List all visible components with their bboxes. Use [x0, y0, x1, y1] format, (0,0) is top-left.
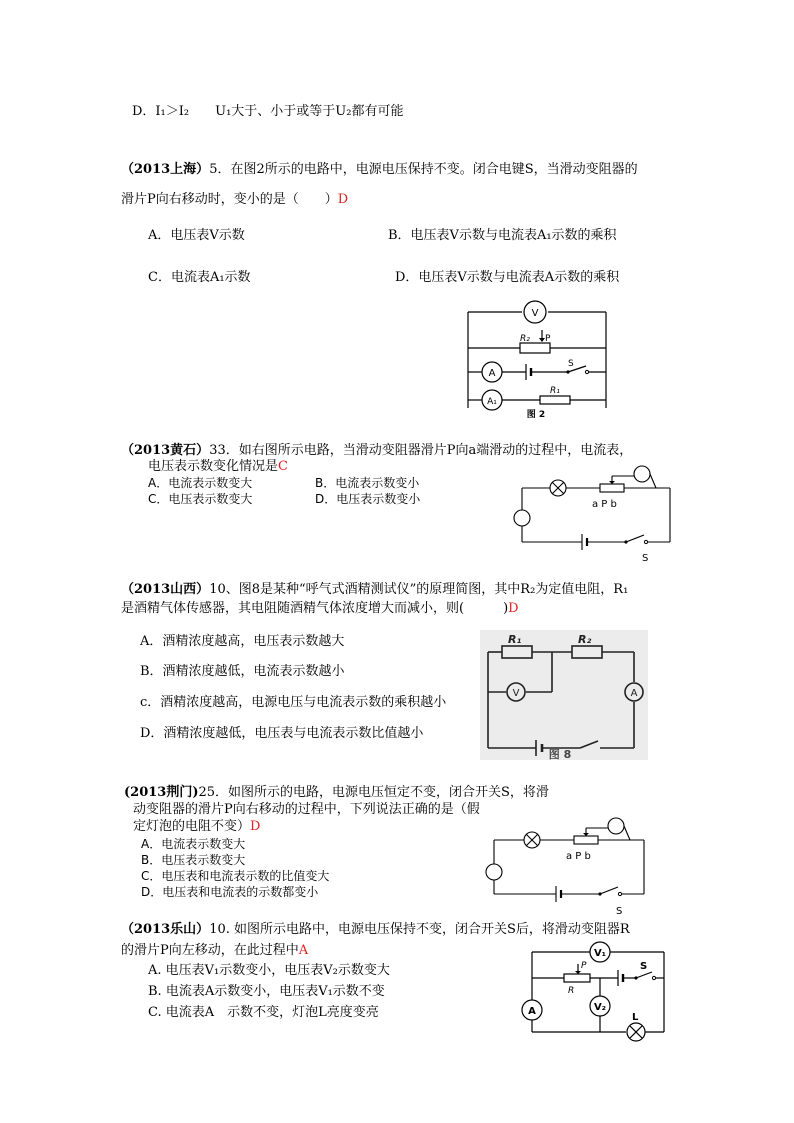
q2-stem1: 33．如右图所示电路，当滑动变阻器滑片P向a端滑动的过程中，电流表，: [209, 443, 633, 458]
q5-fig-switch-label: S: [640, 961, 648, 972]
q1-stem1: 5．在图2所示的电路中，电源电压保持不变。闭合电键S，当滑动变阻器的: [209, 162, 638, 177]
q5-stem2: 的滑片P向左移动，在此过程中: [121, 943, 299, 958]
q5-stem-line2: [121, 943, 308, 959]
q2-stem-line2: [148, 459, 288, 475]
q5-fig-p-label: P: [581, 961, 587, 971]
q3-option-b: B．酒精浓度越低，电流表示数越小: [140, 664, 345, 679]
q5-circuit-figure: [518, 940, 674, 1044]
q1-stem-line2: [121, 192, 348, 208]
q4-option-a: A．电流表示数变大: [141, 837, 246, 851]
q4-stem-line2: 动变阻器的滑片P向右移动的过程中，下列说法正确的是（假: [133, 802, 480, 817]
q3-stem2: 是酒精气体传感器，其电阻随酒精气体浓度增大而减小，则( ): [121, 601, 509, 616]
q1-circuit-figure: [462, 296, 612, 420]
q4-stem3: 定灯泡的电阻不变）: [133, 819, 251, 834]
q4-circuit-figure: [480, 814, 652, 918]
q5-source: （2013乐山）: [121, 922, 210, 937]
q2-answer: C: [278, 459, 288, 474]
q1-source: （2013上海）: [121, 162, 210, 177]
q5-stem-line1: [121, 922, 630, 938]
q1-fig-ammeter1-label: A₁: [487, 397, 497, 407]
q5-stem1: 10. 如图所示电路中，电源电压保持不变，闭合开关S后，将滑动变阻器R: [209, 922, 630, 937]
q3-stem-line2: [121, 601, 519, 617]
option-d-prev: D．I₁＞I₂ U₁大于、小于或等于U₂都有可能: [132, 104, 404, 119]
q3-option-c: c．酒精浓度越高，电源电压与电流表示数的乘积越小: [140, 695, 447, 710]
q2-fig-apb-label: a P b: [592, 499, 617, 510]
q3-stem-line1: [121, 582, 628, 598]
q1-fig-r2-label: R₂: [520, 334, 530, 344]
q4-option-b: B．电压表示数变大: [141, 853, 246, 867]
q4-stem1: 25．如图所示的电路，电源电压恒定不变，闭合开关S，将滑: [198, 785, 549, 800]
q5-answer: A: [298, 943, 309, 958]
q3-option-d: D．酒精浓度越低，电压表与电流表示数比值越小: [140, 726, 424, 741]
q5-option-c: C. 电流表A 示数不变，灯泡L亮度变亮: [148, 1005, 379, 1020]
q1-option-c: C．电流表A₁示数: [148, 270, 251, 285]
q5-option-a: A. 电压表V₁示数变小，电压表V₂示数变大: [148, 963, 390, 978]
q1-fig-switch-label: S: [568, 359, 574, 369]
q4-source: (2013荆门): [124, 785, 199, 800]
q3-option-a: A．酒精浓度越高，电压表示数越大: [140, 634, 345, 649]
q3-fig-r2-label: R₂: [578, 633, 592, 646]
q4-fig-apb-label: a P b: [566, 851, 591, 862]
q1-fig-ammeter-label: A: [488, 368, 496, 379]
q3-fig-voltmeter-label: V: [512, 688, 520, 699]
q4-fig-switch-label: S: [616, 906, 623, 917]
q1-option-d: D．电压表V示数与电流表A示数的乘积: [395, 270, 620, 285]
q3-circuit-figure: [480, 630, 648, 760]
q4-stem-line3: [133, 819, 260, 835]
q1-answer: D: [337, 192, 349, 207]
q2-source: （2013黄石）: [121, 443, 210, 458]
q2-stem2: 电压表示数变化情况是: [148, 459, 279, 474]
q5-fig-v2-label: V₂: [593, 1002, 607, 1013]
q3-fig-caption: 图 8: [548, 748, 572, 760]
q5-fig-lamp-label: L: [632, 1012, 639, 1023]
q2-stem-line1: [121, 443, 632, 459]
q5-option-b: B. 电流表A示数变小，电压表V₁示数不变: [148, 984, 385, 999]
q1-fig-p-label: P: [545, 334, 551, 344]
q2-option-b: B．电流表示数变小: [315, 476, 420, 490]
q1-fig-caption: 图 2: [526, 410, 546, 420]
q3-answer: D: [508, 601, 519, 616]
q2-option-d: D．电压表示数变小: [315, 492, 421, 506]
q5-fig-ammeter-label: A: [528, 1006, 536, 1017]
q4-option-d: D．电压表和电流表的示数都变小: [141, 885, 319, 899]
q1-option-b: B．电压表V示数与电流表A₁示数的乘积: [388, 228, 617, 243]
q4-stem-line1: [124, 785, 549, 801]
q1-fig-voltmeter-label: V: [531, 308, 539, 319]
q2-option-c: C．电压表示数变大: [148, 492, 253, 506]
q3-source: （2013山西）: [121, 582, 210, 597]
q1-stem2: 滑片P向右移动时，变小的是（ ）: [121, 192, 338, 207]
q5-fig-v1-label: V₁: [593, 948, 607, 959]
q3-fig-r1-label: R₁: [508, 633, 522, 646]
q2-circuit-figure: [508, 462, 678, 566]
q1-option-a: A．电压表V示数: [148, 228, 245, 243]
q2-option-a: A．电流表示数变大: [148, 476, 253, 490]
q3-fig-ammeter-label: A: [630, 688, 638, 699]
q4-answer: D: [250, 819, 261, 834]
q2-fig-switch-label: S: [642, 553, 649, 564]
q1-stem-line1: [121, 162, 638, 178]
q3-stem1: 10、图8是某种“呼气式酒精测试仪”的原理简图，其中R₂为定值电阻，R₁: [209, 582, 629, 597]
q1-fig-r1-label: R₁: [550, 386, 560, 396]
q4-option-c: C．电压表和电流表示数的比值变大: [141, 869, 330, 883]
q5-fig-r-label: R: [568, 986, 575, 996]
